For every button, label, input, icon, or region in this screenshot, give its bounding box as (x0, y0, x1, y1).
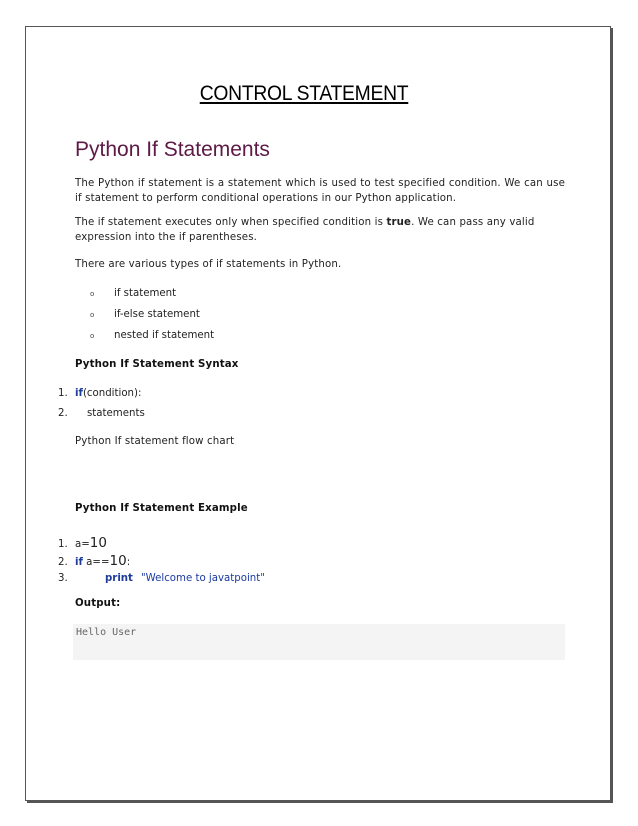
section-title: Python If Statements (75, 138, 270, 161)
code-line: 3. print "Welcome to javatpoint" (58, 573, 265, 584)
syntax-heading: Python If Statement Syntax (75, 359, 239, 370)
paragraph-1-line-1: The Python if statement is a statement which is used to test specified condition. We can use (75, 178, 565, 189)
bullet-marker: o (90, 290, 95, 298)
code-line: 1. if(condition): (58, 388, 142, 399)
p2-bold: true (386, 217, 412, 228)
paragraph-1-line-2: if statement to perform conditional operations in our Python application. (75, 193, 457, 204)
flowchart-caption: Python If statement flow chart (75, 436, 235, 447)
p2-pre: The if statement executes only when specified condition is true. We can pass any valid (75, 217, 535, 228)
output-label: Output: (75, 598, 121, 609)
bullet-marker: o (90, 311, 95, 319)
code-line: 1. a=10 (58, 535, 107, 551)
example-heading: Python If Statement Example (75, 503, 248, 514)
output-box (73, 624, 565, 660)
list-item: o if statement (90, 288, 177, 299)
page-title: CONTROL STATEMENT (199, 82, 409, 105)
code-line: 2. statements (58, 408, 145, 419)
paragraph-2-line-2: expression into the if parentheses. (75, 232, 258, 243)
paragraph-2-line-1 (75, 215, 565, 230)
list-item: o if-else statement (90, 309, 200, 320)
code-line: 2. if a==10: (58, 553, 131, 569)
bullet-marker: o (90, 332, 95, 340)
list-item: o nested if statement (90, 330, 215, 341)
paragraph-3: There are various types of if statements in Python. (75, 259, 342, 270)
output-text: Hello User (76, 627, 137, 638)
